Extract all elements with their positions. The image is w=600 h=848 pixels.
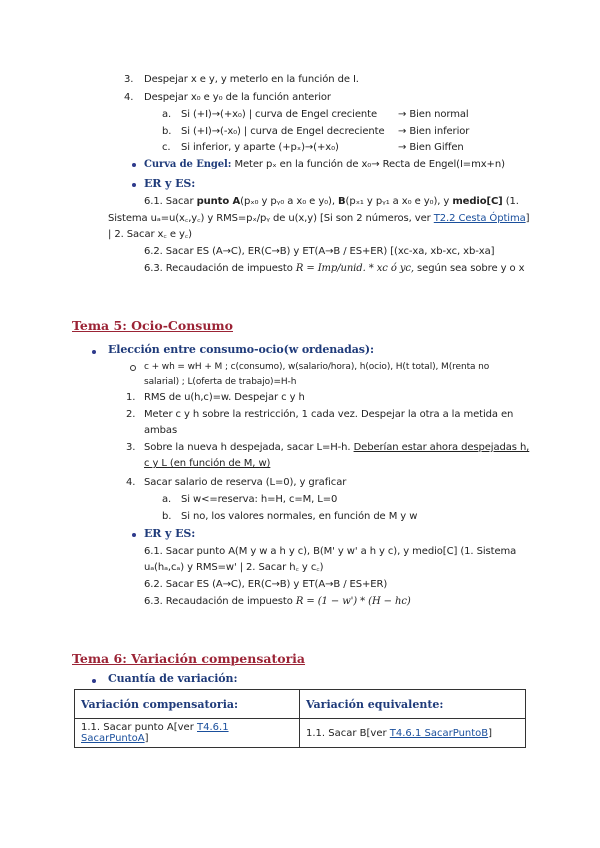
step-text: ] bbox=[525, 213, 530, 224]
list-item-result: → Bien normal bbox=[398, 109, 469, 120]
list-item: Si w<=reserva: h=H, c=M, L=0 bbox=[181, 494, 338, 505]
list-marker: c. bbox=[162, 142, 171, 153]
cell-text: 1.1. Sacar punto A[ver bbox=[81, 722, 197, 733]
step-6-2: 6.2. Sacar ES (A→C), ER(C→B) y ET(A→B / ES+ER) [(xc-xa, xb-xc, xb-xa] bbox=[144, 246, 495, 257]
table-header-row bbox=[75, 690, 526, 719]
step-text: 6.3. Recaudación de impuesto bbox=[144, 596, 296, 607]
eres-heading: ER y ES: bbox=[144, 177, 196, 190]
sacar-punto-a-link[interactable]: T4.6.1 SacarPuntoA bbox=[81, 722, 229, 744]
list-item: Si (+I)→(-x₀) | curva de Engel decreciente bbox=[181, 126, 385, 137]
sacar-punto-b-link[interactable]: T4.6.1 SacarPuntoB bbox=[389, 727, 489, 739]
restriction-text-cont: salarial) ; L(oferta de trabajo)=H-h bbox=[144, 377, 297, 387]
list-marker: b. bbox=[162, 126, 172, 137]
variation-table bbox=[74, 689, 526, 748]
list-marker: 3. bbox=[126, 442, 136, 453]
step-text: Sobre la nueva h despejada, sacar L=H-h. bbox=[144, 442, 354, 453]
list-marker: 1. bbox=[126, 392, 136, 403]
list-item-result: → Bien Giffen bbox=[398, 142, 464, 153]
engel-line bbox=[144, 158, 505, 172]
list-item: Si (+I)→(+x₀) | curva de Engel creciente bbox=[181, 109, 377, 120]
step-text: según sea sobre y o x bbox=[413, 263, 525, 274]
list-marker: b. bbox=[162, 511, 172, 522]
header-equivalente: Variación equivalente: bbox=[300, 690, 526, 719]
formula: R = (1 − w') * (H − hc) bbox=[295, 596, 411, 607]
bullet-icon bbox=[92, 679, 96, 683]
cuantia-heading: Cuantía de variación: bbox=[108, 672, 238, 685]
table-row bbox=[75, 719, 526, 748]
bullet-icon bbox=[132, 533, 136, 537]
list-item: Sacar salario de reserva (L=0), y graficar bbox=[144, 477, 347, 488]
list-marker: a. bbox=[162, 109, 172, 120]
header-compensatoria: Variación compensatoria: bbox=[75, 690, 300, 719]
list-marker: 4. bbox=[124, 92, 134, 103]
eleccion-heading: Elección entre consumo-ocio(w ordenadas): bbox=[108, 343, 374, 356]
eres-heading: ER y ES: bbox=[144, 527, 196, 540]
step-6-3 bbox=[144, 262, 524, 276]
list-marker: 4. bbox=[126, 477, 136, 488]
bullet-icon bbox=[92, 350, 96, 354]
list-item: Si no, los valores normales, en función de M y w bbox=[181, 511, 418, 522]
list-item: Meter c y h sobre la restricción, 1 cada vez. Despejar la otra a la metida en bbox=[144, 409, 514, 420]
underlined-note: Deberían estar ahora despejadas h, bbox=[353, 442, 530, 453]
underlined-note: c y L (en función de M, w) bbox=[144, 458, 271, 469]
tema5-heading: Tema 5: Ocio-Consumo bbox=[72, 318, 233, 333]
punto-b-bold: B bbox=[338, 196, 346, 207]
list-marker: 3. bbox=[124, 74, 134, 85]
cell-compensatoria bbox=[75, 719, 300, 748]
circle-bullet-icon bbox=[130, 365, 136, 371]
step-6-3 bbox=[144, 595, 411, 609]
step-text: 6.3. Recaudación de impuesto bbox=[144, 263, 296, 274]
step-6-2: 6.2. Sacar ES (A→C), ER(C→B) y ET(A→B / ES+ER) bbox=[144, 579, 388, 590]
step-6-1 bbox=[144, 195, 519, 209]
engel-label: Curva de Engel: bbox=[144, 159, 232, 170]
list-marker: a. bbox=[162, 494, 172, 505]
list-item-cont: ambas bbox=[144, 425, 178, 436]
cell-text: ] bbox=[144, 733, 149, 744]
step-text: 6.1. Sacar bbox=[144, 196, 197, 207]
medio-c-bold: medio[C] bbox=[452, 196, 503, 207]
step-text: Sistema uₐ=u(x꜀,y꜀) y RMS=pₓ/pᵧ de u(x,y) [Si son 2 números, ver bbox=[108, 213, 434, 224]
list-marker: 2. bbox=[126, 409, 136, 420]
tema6-heading: Tema 6: Variación compensatoria bbox=[72, 651, 306, 666]
engel-text: Meter pₓ en la función de x₀→ Recta de Engel(I=mx+n) bbox=[234, 159, 505, 170]
cell-equivalente bbox=[300, 719, 526, 748]
list-item: Si inferior, y aparte (+pₓ)→(+x₀) bbox=[181, 142, 339, 153]
step-6-1-cont bbox=[108, 212, 529, 226]
list-item: Despejar x e y, y meterlo en la función de I. bbox=[144, 74, 359, 85]
step-6-1-cont: uₐ(hₐ,cₐ) y RMS=w' | 2. Sacar h꜀ y c꜀) bbox=[144, 562, 324, 573]
list-item-result: → Bien inferior bbox=[398, 126, 470, 137]
step-text: (pₓ₀ y pᵧ₀ a x₀ e y₀), bbox=[240, 196, 339, 207]
list-item: RMS de u(h,c)=w. Despejar c y h bbox=[144, 392, 305, 403]
bullet-icon bbox=[132, 163, 136, 167]
formula: R = Imp/unid. * xc ó yc, bbox=[295, 263, 414, 274]
cell-text: ] bbox=[488, 727, 493, 739]
cesta-optima-link[interactable]: T2.2 Cesta Óptima bbox=[433, 213, 526, 224]
punto-a-bold: punto A bbox=[196, 196, 241, 207]
step-6-1: 6.1. Sacar punto A(M y w a h y c), B(M' y w' a h y c), y medio[C] (1. Sistema bbox=[144, 546, 517, 557]
step-text: (1. bbox=[502, 196, 519, 207]
restriction-text: c + wh = wH + M ; c(consumo), w(salario/hora), h(ocio), H(t total), M(renta no bbox=[144, 362, 490, 372]
step-text: (pₓ₁ y pᵧ₁ a x₀ e y₀), y bbox=[345, 196, 453, 207]
bullet-icon bbox=[132, 183, 136, 187]
step-6-1-cont: | 2. Sacar x꜀ e y꜀) bbox=[108, 229, 192, 240]
list-item bbox=[144, 441, 529, 455]
cell-text: 1.1. Sacar B[ver bbox=[306, 727, 390, 739]
list-item: Despejar x₀ e y₀ de la función anterior bbox=[144, 92, 331, 103]
